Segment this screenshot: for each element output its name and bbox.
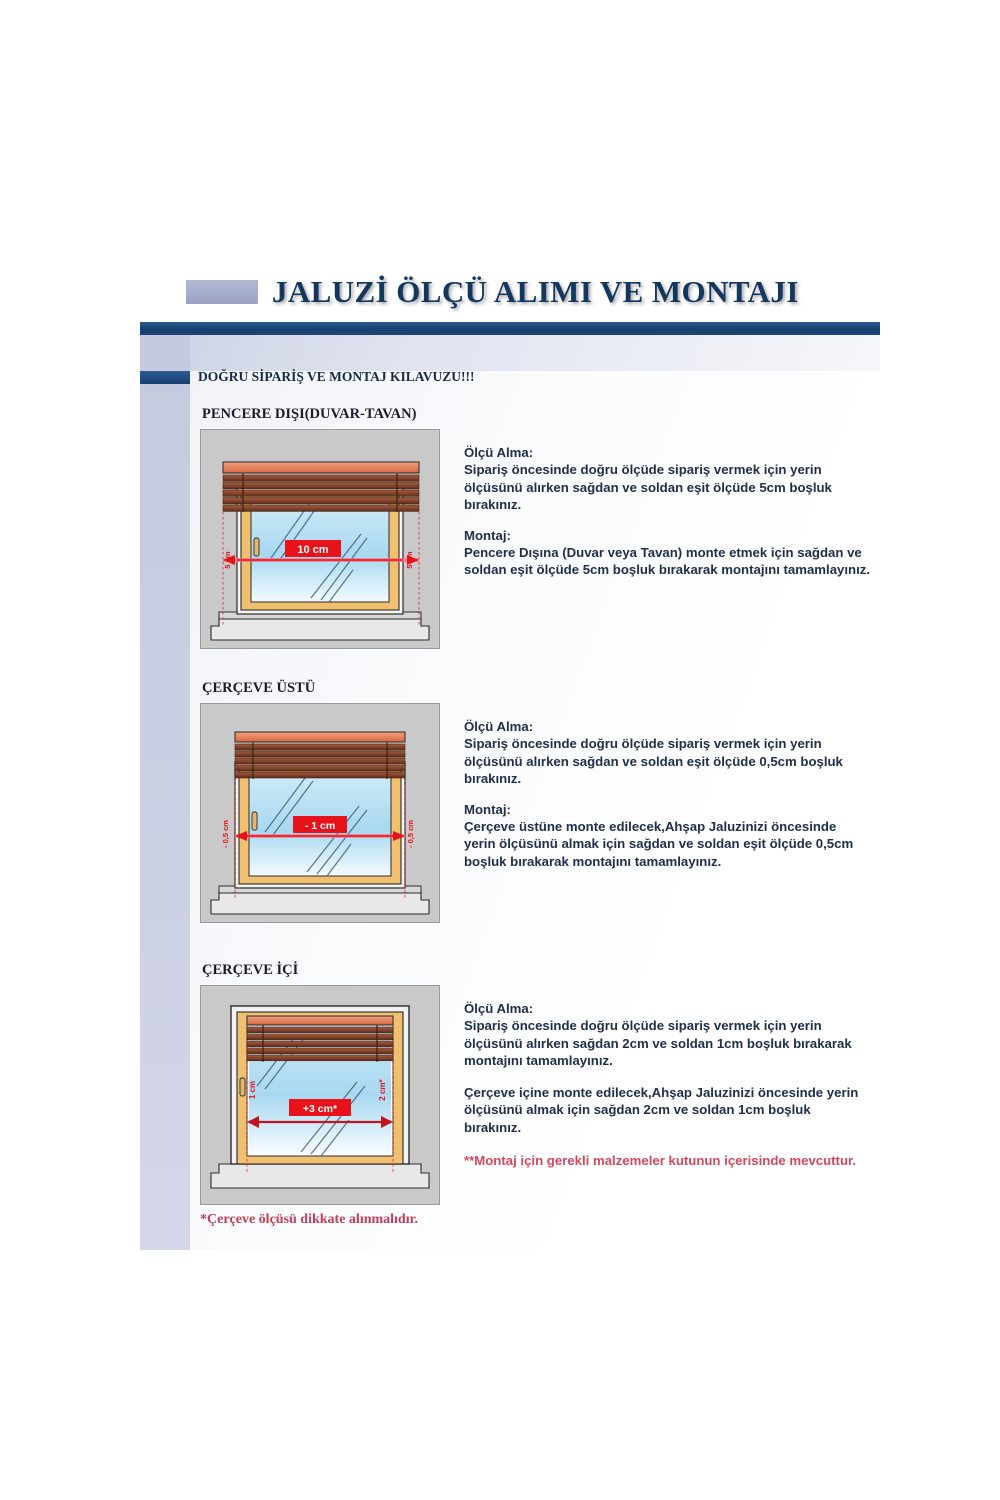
materials-note: **Montaj için gerekli malzemeler kutunun içerisinde mevcuttur. — [464, 1153, 857, 1169]
measure-text: Sipariş öncesinde doğru ölçüde sipariş vermek için yerin ölçüsünü alırken sağdan ve soldan eşit ölçüde 0,5cm boşluk bırakınız. — [464, 736, 843, 787]
section-heading: ÇERÇEVE ÜSTÜ — [202, 680, 316, 696]
section-text-column — [464, 985, 870, 1170]
measure-label: Ölçü Alma: — [464, 1001, 534, 1016]
guide-header-row — [0, 366, 475, 388]
diagram-right-label: - 0,5 cm — [406, 820, 415, 848]
footnote: *Çerçeve ölçüsü dikkate alınmalıdır. — [200, 1212, 419, 1227]
section-heading: ÇERÇEVE İÇİ — [202, 962, 299, 978]
diagram-pencere-disi — [200, 429, 440, 649]
measure-label: Ölçü Alma: — [464, 719, 534, 734]
measure-text: Sipariş öncesinde doğru ölçüde sipariş vermek için yerin ölçüsünü alırken sağdan ve soldan eşit ölçüde 5cm boşluk bırakınız. — [464, 462, 832, 513]
measure-label: Ölçü Alma: — [464, 445, 534, 460]
left-accent-bar — [140, 335, 190, 1250]
section-cerceve-ici — [200, 962, 870, 1205]
diagram-left-label: - 0,5 cm — [221, 820, 230, 848]
section-text-column — [464, 703, 870, 870]
diagram-cerceve-ici — [200, 985, 440, 1205]
install-label: Montaj: — [464, 801, 511, 817]
title-swatch-icon — [186, 280, 258, 304]
install-text: Çerçeve üstüne monte edilecek,Ahşap Jaluzinizi öncesinde yerin ölçüsünü almak için sağdan ve soldan eşit ölçüde 0,5cm boşluk bırakarak montajını tamamlayınız. — [464, 818, 854, 869]
section-pencere-disi — [200, 406, 870, 649]
diagram-left-label: 1 cm — [248, 1080, 257, 1100]
diagram-right-label: 5 cm — [405, 551, 414, 569]
diagram-center-label: - 1 cm — [304, 820, 336, 832]
diagram-center-label: 10 cm — [297, 544, 329, 556]
section-heading: PENCERE DIŞI(DUVAR-TAVAN) — [202, 406, 417, 422]
measure-text: Sipariş öncesinde doğru ölçüde sipariş vermek için yerin ölçüsünü alırken sağdan 2cm ve soldan 1cm boşluk bırakarak montajını tamamlayınız. — [464, 1018, 852, 1069]
install-text: Çerçeve içine monte edilecek,Ahşap Jaluzinizi öncesinde yerin ölçüsünü almak için sağdan 2cm ve soldan 1cm boşluk bırakınız. — [464, 1084, 859, 1135]
diagram-center-label: +3 cm* — [302, 1103, 338, 1115]
page-title-row — [0, 268, 1000, 316]
install-text: Pencere Dışına (Duvar veya Tavan) monte etmek için sağdan ve soldan eşit ölçüde 5cm boşluk bırakarak montajını tamamlayınız. — [464, 544, 871, 578]
install-label: Montaj: — [464, 527, 511, 543]
diagram-right-label: 2 cm* — [378, 1079, 387, 1101]
guide-swatch-icon — [140, 371, 190, 384]
guide-label: DOĞRU SİPARİŞ VE MONTAJ KILAVUZU!!! — [198, 369, 475, 384]
page-title: JALUZİ ÖLÇÜ ALIMI VE MONTAJI — [272, 274, 799, 309]
section-text-column — [464, 429, 870, 579]
diagram-cerceve-ustu — [200, 703, 440, 923]
header-divider — [140, 322, 880, 335]
section-cerceve-ustu — [200, 680, 870, 923]
diagram-left-label: 5 cm — [223, 551, 232, 569]
